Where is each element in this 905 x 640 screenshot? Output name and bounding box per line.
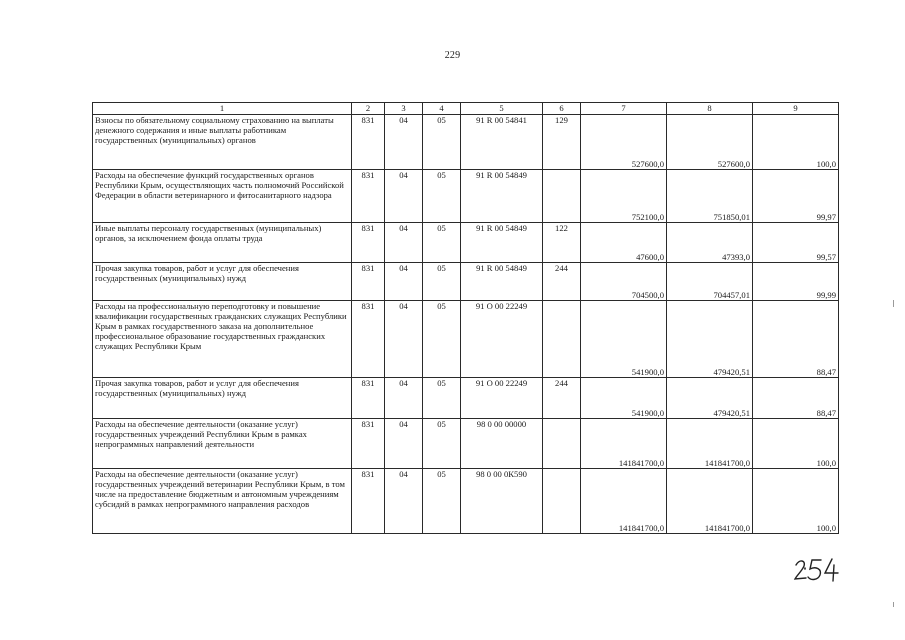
section-code-cell: 04: [385, 223, 423, 263]
planned-amount-cell: 704500,0: [581, 263, 667, 301]
column-header: 2: [352, 103, 385, 115]
department-code-cell: 831: [352, 301, 385, 378]
expense-name-cell: Расходы на обеспечение деятельности (оказание услуг) государственных учреждений ветеринарии Республики Крым, в том числе на предоставление бюджетным и автономным учреждениям субсидий в рамках непрограммного направления расходов: [93, 469, 352, 534]
column-header: 9: [753, 103, 839, 115]
table-row: [93, 469, 839, 534]
execution-percent-cell: 88,47: [753, 378, 839, 419]
section-code-cell: 04: [385, 378, 423, 419]
expense-type-cell: [543, 469, 581, 534]
column-header: 5: [461, 103, 543, 115]
expense-type-cell: 122: [543, 223, 581, 263]
table-row: [93, 378, 839, 419]
execution-percent-cell: 99,99: [753, 263, 839, 301]
execution-percent-cell: 99,57: [753, 223, 839, 263]
column-header: 4: [423, 103, 461, 115]
execution-percent-cell: 100,0: [753, 469, 839, 534]
executed-amount-cell: 479420,51: [667, 301, 753, 378]
column-number-row: [93, 103, 839, 115]
subsection-code-cell: 05: [423, 115, 461, 170]
column-header: 8: [667, 103, 753, 115]
scan-edge-mark: [893, 300, 894, 307]
subsection-code-cell: 05: [423, 223, 461, 263]
target-article-cell: 91 O 00 22249: [461, 301, 543, 378]
department-code-cell: 831: [352, 469, 385, 534]
executed-amount-cell: 141841700,0: [667, 419, 753, 469]
expense-name-cell: Прочая закупка товаров, работ и услуг для обеспечения государственных (муниципальных) нужд: [93, 378, 352, 419]
department-code-cell: 831: [352, 263, 385, 301]
subsection-code-cell: 05: [423, 301, 461, 378]
department-code-cell: 831: [352, 170, 385, 223]
target-article-cell: 98 0 00 0К590: [461, 469, 543, 534]
column-header: 7: [581, 103, 667, 115]
target-article-cell: 98 0 00 00000: [461, 419, 543, 469]
expense-name-cell: Иные выплаты персоналу государственных (муниципальных) органов, за исключением фонда оплаты труда: [93, 223, 352, 263]
section-code-cell: 04: [385, 115, 423, 170]
table-row: [93, 419, 839, 469]
execution-percent-cell: 100,0: [753, 419, 839, 469]
subsection-code-cell: 05: [423, 419, 461, 469]
execution-percent-cell: 88,47: [753, 301, 839, 378]
expense-type-cell: 244: [543, 263, 581, 301]
executed-amount-cell: 47393,0: [667, 223, 753, 263]
expense-name-cell: Расходы на обеспечение деятельности (оказание услуг) государственных учреждений Республики Крым в рамках непрограммных направлений деятельности: [93, 419, 352, 469]
section-code-cell: 04: [385, 469, 423, 534]
department-code-cell: 831: [352, 419, 385, 469]
executed-amount-cell: 704457,01: [667, 263, 753, 301]
planned-amount-cell: 541900,0: [581, 378, 667, 419]
budget-execution-table: [92, 102, 839, 534]
execution-percent-cell: 99,97: [753, 170, 839, 223]
target-article-cell: 91 R 00 54849: [461, 223, 543, 263]
expense-name-cell: Расходы на профессиональную переподготовку и повышение квалификации государственных гражданских служащих Республики Крым в рамках государственного заказа на дополнительное профессиональное образование государственных гражданских служащих Республики Крым: [93, 301, 352, 378]
scan-edge-mark: [893, 602, 894, 607]
column-header: 1: [93, 103, 352, 115]
target-article-cell: 91 O 00 22249: [461, 378, 543, 419]
expense-type-cell: 244: [543, 378, 581, 419]
table-row: [93, 223, 839, 263]
table-row: [93, 115, 839, 170]
planned-amount-cell: 527600,0: [581, 115, 667, 170]
executed-amount-cell: 141841700,0: [667, 469, 753, 534]
planned-amount-cell: 141841700,0: [581, 419, 667, 469]
subsection-code-cell: 05: [423, 170, 461, 223]
column-header: 6: [543, 103, 581, 115]
planned-amount-cell: 47600,0: [581, 223, 667, 263]
column-header: 3: [385, 103, 423, 115]
table-row: [93, 301, 839, 378]
executed-amount-cell: 751850,01: [667, 170, 753, 223]
section-code-cell: 04: [385, 419, 423, 469]
expense-name-cell: Прочая закупка товаров, работ и услуг для обеспечения государственных (муниципальных) нужд: [93, 263, 352, 301]
planned-amount-cell: 752100,0: [581, 170, 667, 223]
subsection-code-cell: 05: [423, 469, 461, 534]
section-code-cell: 04: [385, 170, 423, 223]
expense-type-cell: [543, 301, 581, 378]
subsection-code-cell: 05: [423, 263, 461, 301]
target-article-cell: 91 R 00 54849: [461, 263, 543, 301]
planned-amount-cell: 541900,0: [581, 301, 667, 378]
executed-amount-cell: 527600,0: [667, 115, 753, 170]
executed-amount-cell: 479420,51: [667, 378, 753, 419]
page-number: 229: [444, 50, 461, 61]
execution-percent-cell: 100,0: [753, 115, 839, 170]
department-code-cell: 831: [352, 378, 385, 419]
target-article-cell: 91 R 00 54849: [461, 170, 543, 223]
section-code-cell: 04: [385, 263, 423, 301]
planned-amount-cell: 141841700,0: [581, 469, 667, 534]
expense-type-cell: [543, 170, 581, 223]
department-code-cell: 831: [352, 223, 385, 263]
table-row: [93, 170, 839, 223]
target-article-cell: 91 R 00 54841: [461, 115, 543, 170]
subsection-code-cell: 05: [423, 378, 461, 419]
department-code-cell: 831: [352, 115, 385, 170]
table-row: [93, 263, 839, 301]
expense-name-cell: Взносы по обязательному социальному страхованию на выплаты денежного содержания и иные выплаты работникам государственных (муниципальных) органов: [93, 115, 352, 170]
expense-name-cell: Расходы на обеспечение функций государственных органов Республики Крым, осуществляющих часть полномочий Российской Федерации в области ветеринарного и фитосанитарного надзора: [93, 170, 352, 223]
expense-type-cell: 129: [543, 115, 581, 170]
expense-type-cell: [543, 419, 581, 469]
section-code-cell: 04: [385, 301, 423, 378]
handwritten-page-number: [792, 556, 842, 584]
